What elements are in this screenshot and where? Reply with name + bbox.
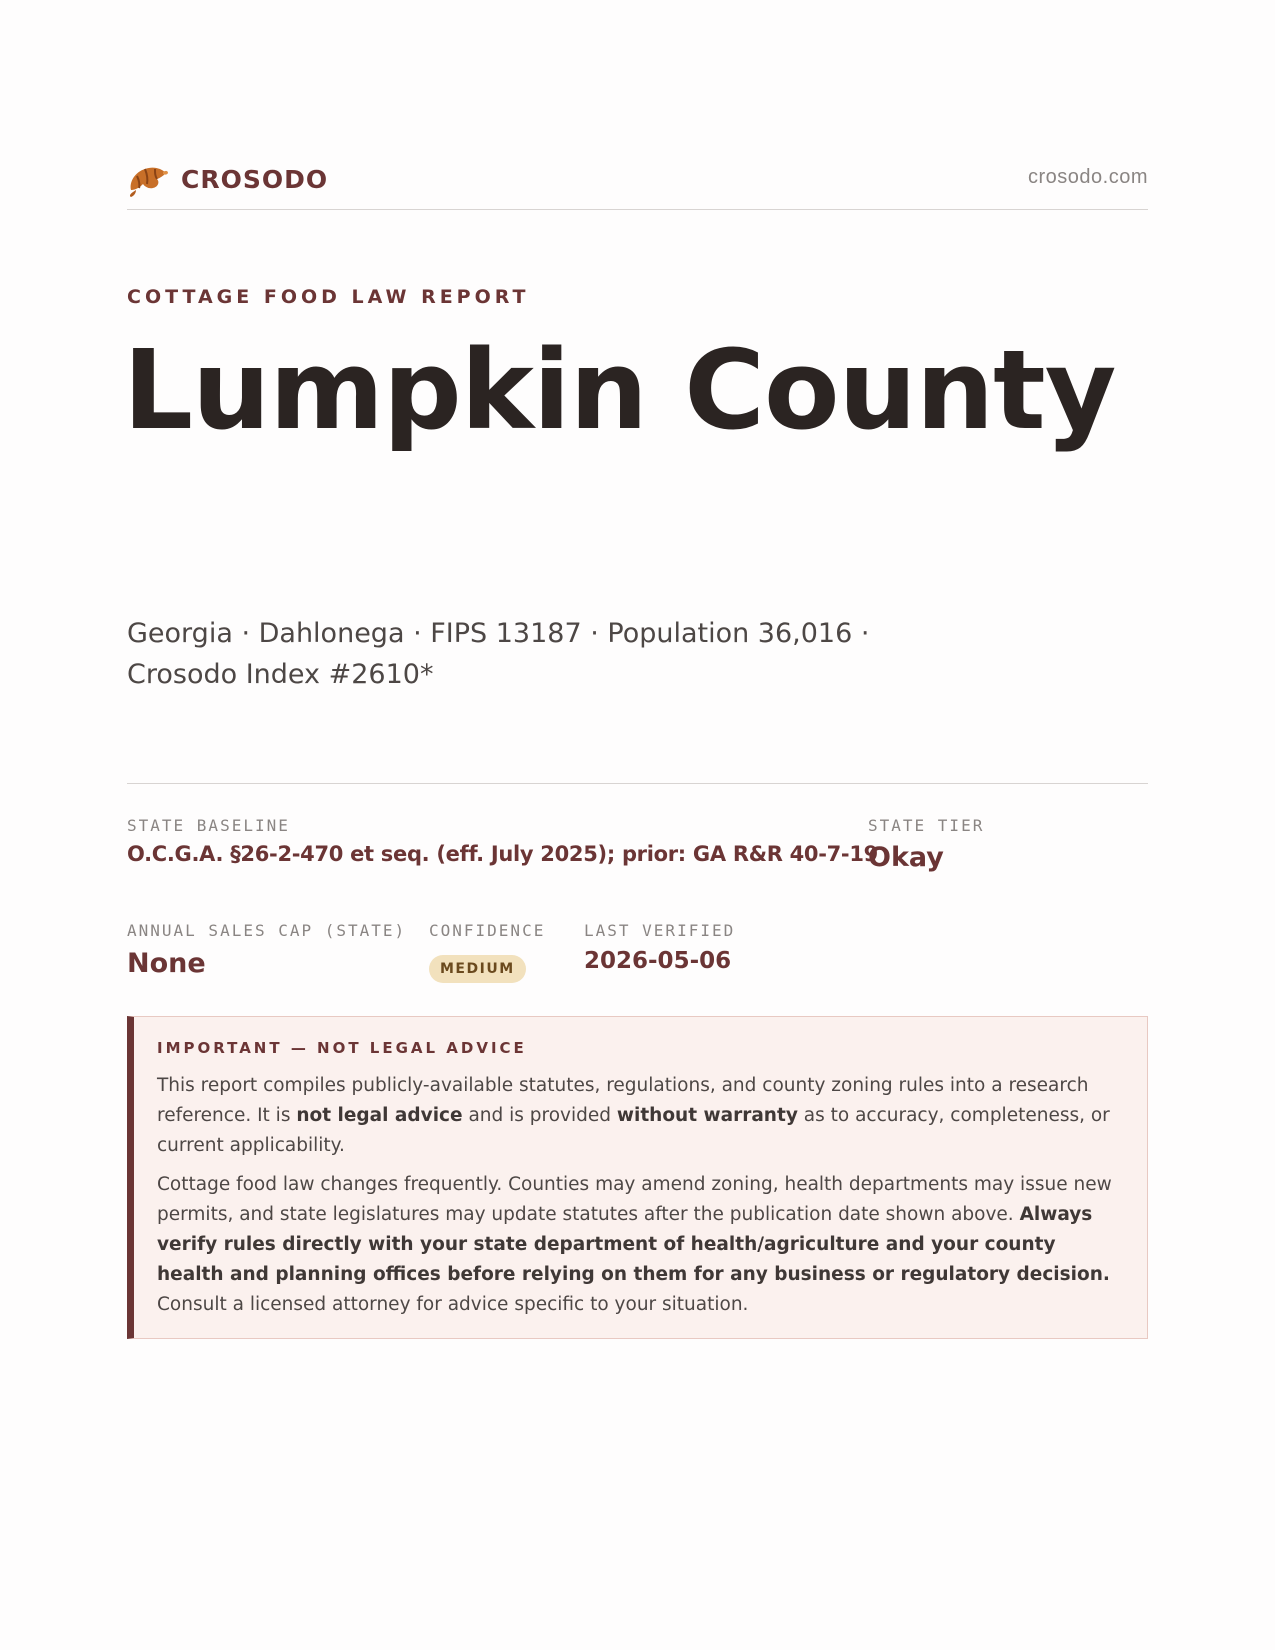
report-subtitle: Georgia · Dahlonega · FIPS 13187 · Population 36,016 · Crosodo Index #2610* (127, 618, 870, 690)
sales-cap-label: ANNUAL SALES CAP (STATE) (127, 921, 407, 940)
notice-emphasis: Always verify rules directly with your state department of health/agriculture and your county health and planning offices before relying on them for any business or regulatory decision. (157, 1204, 1110, 1285)
report-eyebrow: COTTAGE FOOD LAW REPORT (127, 286, 530, 308)
notice-text: Consult a licensed attorney for advice specific to your situation. (157, 1294, 749, 1315)
page-header (127, 160, 1148, 210)
site-url-link[interactable]: crosodo.com (1028, 166, 1148, 188)
notice-text: Cottage food law changes frequently. Counties may amend zoning, health departments may issue new permits, and state legislatures may update statutes after the publication date shown above. (157, 1174, 1112, 1225)
croissant-icon (127, 160, 169, 198)
state-tier-label: STATE TIER (868, 816, 985, 835)
notice-text: and is provided (462, 1105, 617, 1126)
section-divider (127, 783, 1148, 784)
brand[interactable] (127, 160, 328, 198)
confidence-label: CONFIDENCE (429, 921, 546, 940)
page-title: Lumpkin County (123, 326, 1116, 454)
notice-paragraph-2 (157, 1170, 1122, 1320)
notice-paragraph-1 (157, 1071, 1122, 1161)
state-baseline-value: O.C.G.A. §26-2-470 et seq. (eff. July 2025); prior: GA R&R 40-7-19 (127, 842, 878, 866)
notice-emphasis: not legal advice (296, 1105, 463, 1126)
sales-cap-value: None (127, 948, 206, 979)
notice-emphasis: without warranty (616, 1105, 798, 1126)
state-baseline-label: STATE BASELINE (127, 816, 290, 835)
brand-name: CROSODO (181, 164, 329, 194)
notice-title: IMPORTANT — NOT LEGAL ADVICE (157, 1039, 527, 1057)
last-verified-label: LAST VERIFIED (584, 921, 736, 940)
last-verified-value: 2026-05-06 (584, 948, 732, 974)
legal-notice-box (127, 1016, 1148, 1339)
confidence-badge: MEDIUM (429, 955, 526, 983)
notice-text: as to accuracy, completeness, or current applicability. (157, 1105, 1110, 1156)
notice-text: This report compiles publicly-available statutes, regulations, and county zoning rules into a research reference. It is (157, 1075, 1089, 1126)
report-page (123, 0, 1148, 1650)
state-tier-value: Okay (868, 842, 944, 873)
